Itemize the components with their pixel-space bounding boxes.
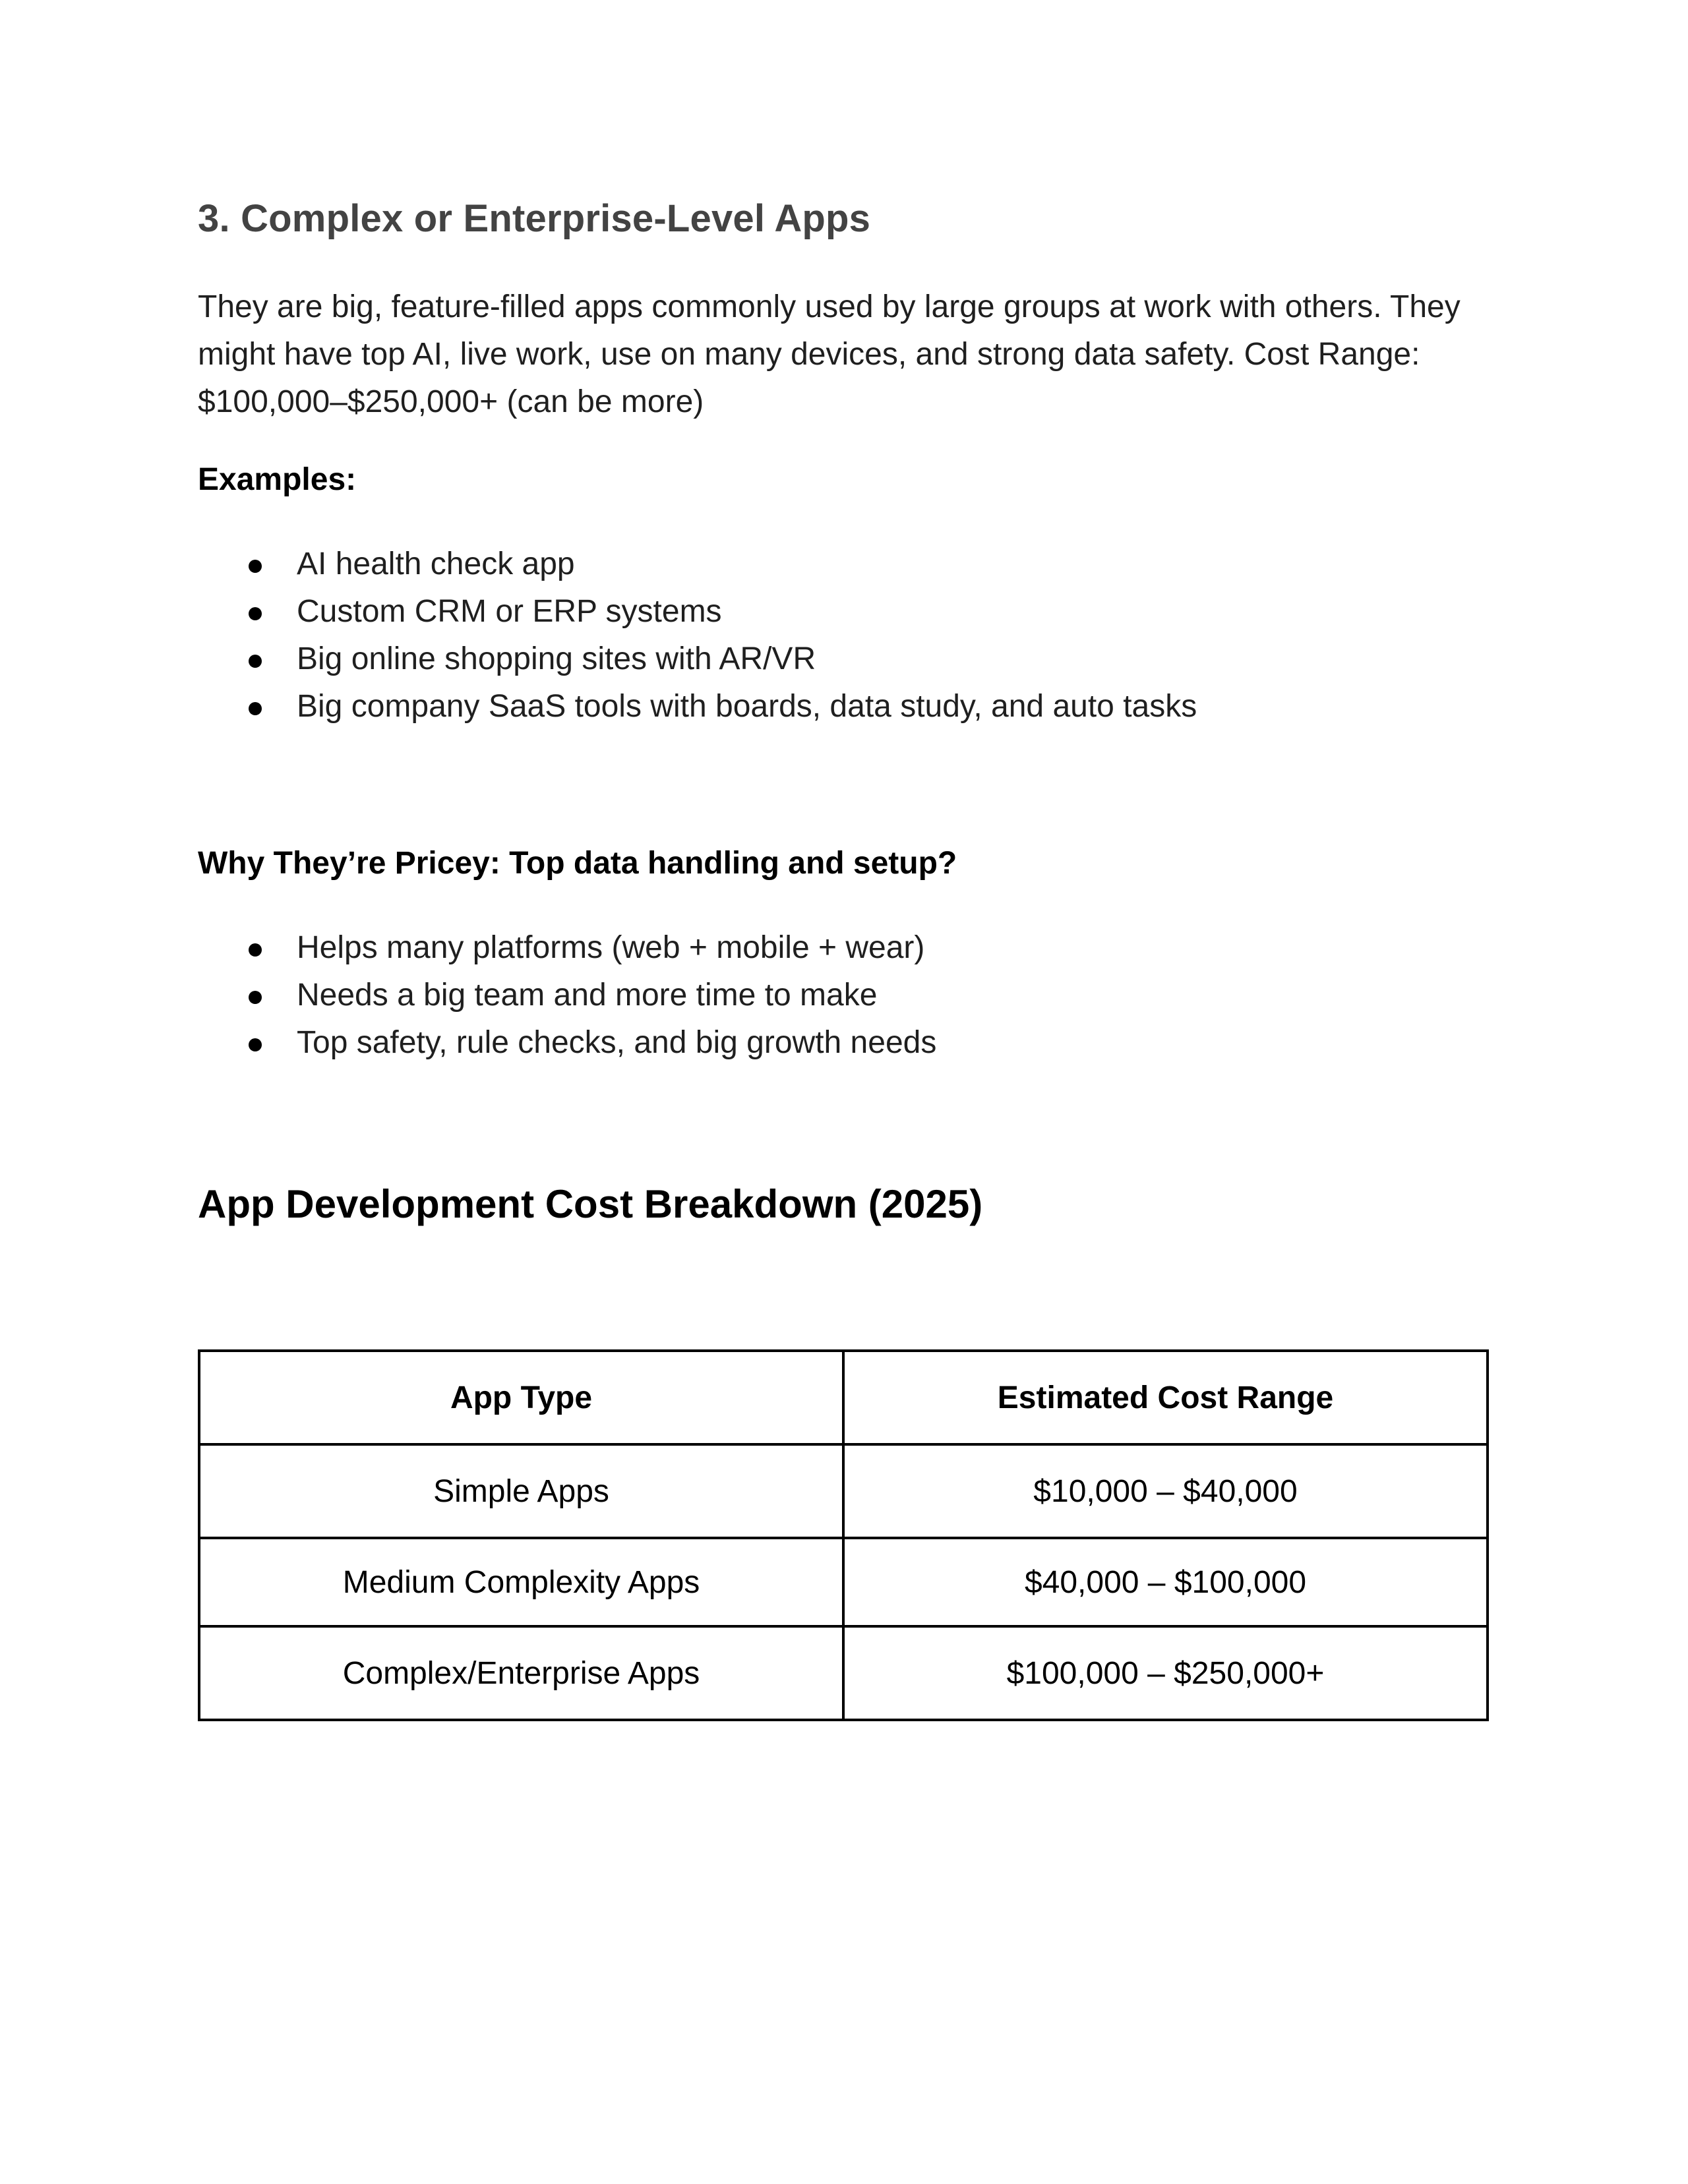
- column-header-cost-range: Estimated Cost Range: [843, 1351, 1488, 1444]
- why-list: [198, 924, 936, 1067]
- list-item: [198, 924, 936, 972]
- table-cell-app-type: Complex/Enterprise Apps: [199, 1626, 843, 1720]
- list-item-text: Helps many platforms (web + mobile + wear): [297, 930, 925, 965]
- list-item: [198, 541, 1197, 588]
- table-row: [199, 1444, 1488, 1538]
- bullet-icon: [249, 702, 262, 715]
- examples-label: Examples:: [198, 462, 357, 497]
- list-item-text: Big online shopping sites with AR/VR: [297, 641, 816, 676]
- section-heading: 3. Complex or Enterprise-Level Apps: [198, 197, 871, 240]
- why-label: Why They’re Pricey: Top data handling and setup?: [198, 846, 957, 881]
- table-cell-app-type: Simple Apps: [199, 1444, 843, 1538]
- list-item: [198, 972, 936, 1019]
- column-header-app-type: App Type: [199, 1351, 843, 1444]
- table-cell-cost-range: $10,000 – $40,000: [843, 1444, 1488, 1538]
- bullet-icon: [249, 607, 262, 620]
- table-cell-app-type: Medium Complexity Apps: [199, 1538, 843, 1626]
- list-item: [198, 635, 1197, 683]
- list-item-text: Needs a big team and more time to make: [297, 978, 878, 1013]
- table-cell-cost-range: $100,000 – $250,000+: [843, 1626, 1488, 1720]
- list-item-text: AI health check app: [297, 546, 575, 581]
- bullet-icon: [249, 1038, 262, 1051]
- list-item-text: Big company SaaS tools with boards, data study, and auto tasks: [297, 689, 1197, 724]
- list-item: [198, 1019, 936, 1067]
- table-row: [199, 1538, 1488, 1626]
- table-row: [199, 1626, 1488, 1720]
- list-item: [198, 588, 1197, 635]
- list-item-text: Custom CRM or ERP systems: [297, 594, 722, 629]
- bullet-icon: [249, 560, 262, 573]
- examples-list: [198, 541, 1197, 730]
- bullet-icon: [249, 943, 262, 957]
- cost-table: [198, 1349, 1489, 1721]
- table-heading: App Development Cost Breakdown (2025): [198, 1182, 983, 1226]
- bullet-icon: [249, 655, 262, 668]
- list-item-text: Top safety, rule checks, and big growth needs: [297, 1025, 937, 1060]
- list-item: [198, 683, 1197, 730]
- table-header-row: [199, 1351, 1488, 1444]
- table-cell-cost-range: $40,000 – $100,000: [843, 1538, 1488, 1626]
- intro-paragraph: They are big, feature-filled apps commonly used by large groups at work with others. They might have top AI, live work, use on many devices, and strong data safety. Cost Range: $100,000–$250,000+ (can be more): [198, 289, 1461, 419]
- bullet-icon: [249, 991, 262, 1004]
